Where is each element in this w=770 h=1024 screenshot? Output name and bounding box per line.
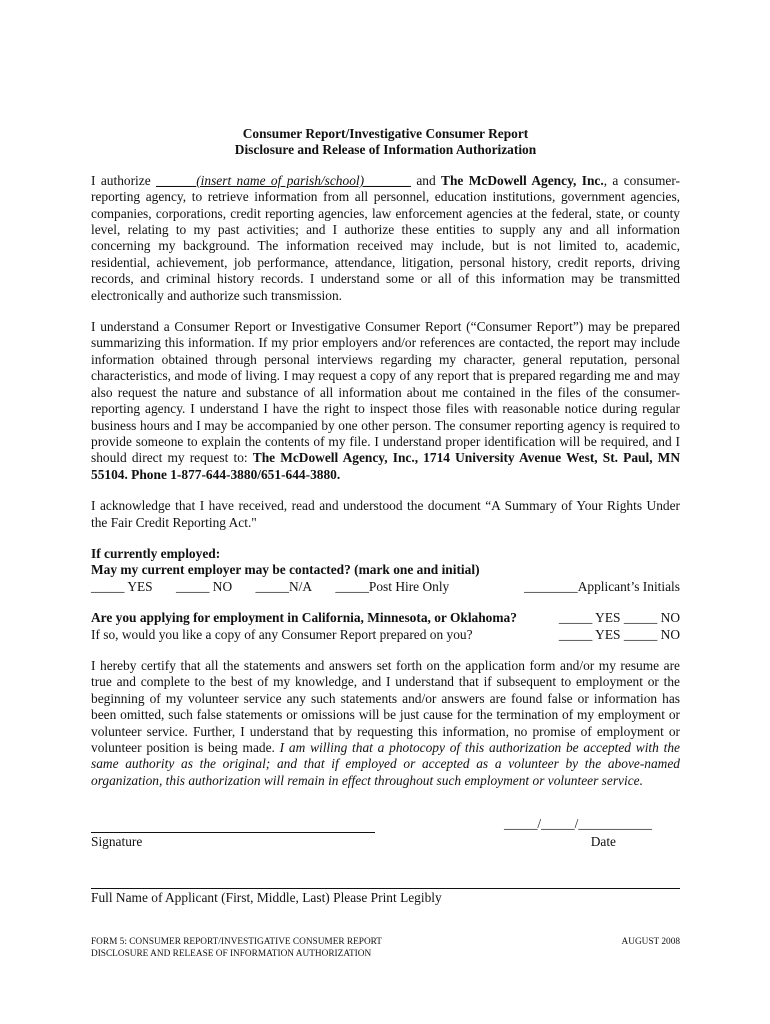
footer (91, 936, 680, 960)
states-answer[interactable]: _____ YES _____ NO (558, 610, 680, 626)
certify-italic: I am willing that a photocopy of this authorization be accepted with the same authority as the original; and that if employed or accepted as a volunteer by the above-named organization, this authorization will remain in effect throughout such employment or volunteer service. (91, 740, 680, 788)
employment-heading: If currently employed: (91, 545, 221, 561)
signature-section (91, 815, 680, 907)
understanding-body: I understand a Consumer Report or Investigative Consumer Report (“Consumer Report”) may be prepared summarizing this information. If my prior employers and/or references are contacted, the report may include information obtained through personal interviews regarding my character, general reputation, personal characteristics, and mode of living. I may request a copy of any report that is prepared regarding me and may also request the nature and substance of all information about me contained in the files of the consumer-reporting agency. I understand I have the right to inspect those files with reasonable notice during regular business hours and I may be accompanied by one other person. The consumer reporting agency is required to provide someone to explain the contents of my file. I understand proper identification will be required, and I should direct my request to: (91, 319, 680, 466)
acknowledgement-paragraph: I acknowledge that I have received, read and understood the document “A Summary of Your Rights Under the Fair Credit Reporting Act." (91, 498, 680, 530)
states-section (91, 610, 680, 643)
option-post-hire[interactable]: _____Post Hire Only (335, 578, 450, 594)
title-line-1: Consumer Report/Investigative Consumer Report (242, 126, 529, 141)
footer-line-1: FORM 5: CONSUMER REPORT/INVESTIGATIVE CONSUMER REPORT (91, 937, 382, 947)
organization-blank[interactable]: ______(insert name of parish/school)_______ (156, 172, 411, 188)
organization-blank-label: (insert name of parish/school) (196, 172, 365, 188)
employment-question: May my current employer may be contacted? (mark one and initial) (91, 562, 480, 578)
document-body (91, 126, 680, 907)
authorization-body: , a consumer-reporting agency, to retrieve information from all personnel, education institutions, government agencies, companies, corporations, credit reporting agencies, law enforcement agencies at the federal, state, or county level, relating to my past activities; and I authorize these entities to supply any and all information concerning my background. The information received may include, but is not limited to, academic, residential, achievement, job performance, attendance, litigation, personal history, credit reports, driving records, and criminal history records. I understand some or all of this information may be transmitted electronically and authorize such transmission. (91, 172, 680, 303)
footer-line-2: DISCLOSURE AND RELEASE OF INFORMATION AUTHORIZATION (91, 949, 372, 959)
option-no[interactable]: _____ NO (175, 578, 233, 594)
employment-section (91, 546, 680, 595)
agency-name: The McDowell Agency, Inc. (441, 172, 604, 188)
certify-body: I hereby certify that all the statements and answers set forth on the application form and/or my resume are true and complete to the best of my knowledge, and I understand that if subsequent to employment or the beginning of my volunteer service any such statements and/or answers are found false or information has been omitted, such false statements or omissions will be just cause for the termination of my employment or volunteer service. Further, I understand that by requesting this information, no promise of employment or volunteer position is being made. (91, 657, 680, 755)
date-label: Date (590, 833, 616, 849)
applicant-initials[interactable]: ________Applicant’s Initials (524, 578, 680, 594)
full-name-label: Full Name of Applicant (First, Middle, Last) Please Print Legibly (91, 890, 442, 906)
copy-question: If so, would you like a copy of any Consumer Report prepared on you? (91, 626, 473, 642)
states-question: Are you applying for employment in California, Minnesota, or Oklahoma? (91, 610, 517, 626)
date-blank[interactable]: _____/_____/___________ (503, 816, 652, 832)
employment-options (91, 579, 680, 595)
footer-date: AUGUST 2008 (621, 937, 680, 947)
title-line-2: Disclosure and Release of Information Authorization (234, 142, 537, 158)
document-title (91, 126, 680, 159)
signature-line[interactable] (91, 815, 375, 832)
option-na[interactable]: _____N/A (255, 578, 313, 594)
copy-answer[interactable]: _____ YES _____ NO (558, 626, 680, 642)
certify-paragraph (91, 658, 680, 789)
agency-contact: The McDowell Agency, Inc., 1714 University Avenue West, St. Paul, MN 55104. Phone 1-877-644-3880/651-644-3880. (91, 450, 680, 482)
full-name-line[interactable] (91, 872, 680, 889)
authorization-prefix: I authorize (91, 172, 157, 188)
understanding-paragraph (91, 319, 680, 483)
option-yes[interactable]: _____ YES (91, 578, 153, 594)
signature-label: Signature (91, 833, 143, 849)
authorization-paragraph: I authorize ______(insert name of parish/school)_______ and The McDowell Agency, Inc., a consumer-reporting agency, to retrieve information from all personnel, education institutions, government agencies, companies, corporations, credit reporting agencies, law enforcement agencies at the federal, state, or county level, relating to my past activities; and I authorize these entities to supply any and all information concerning my background. The information received may include, but is not limited to, academic, residential, achievement, job performance, attendance, litigation, personal history, credit reports, driving records, and criminal history records. I understand some or all of this information may be transmitted electronically and authorize such transmission. (91, 172, 680, 303)
